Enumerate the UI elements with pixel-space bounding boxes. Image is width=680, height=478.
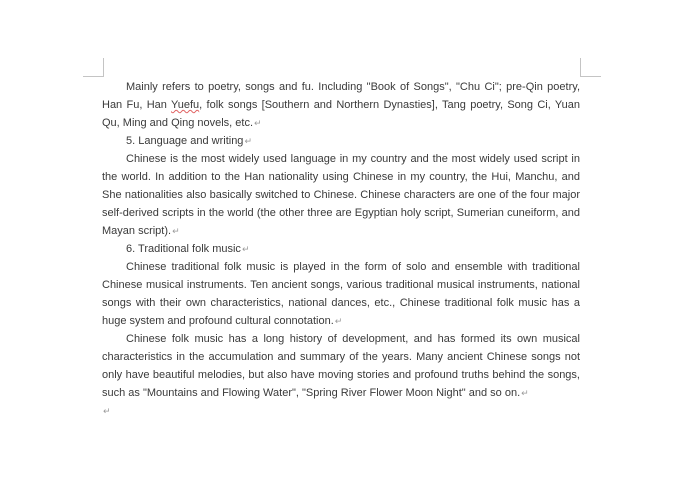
paragraph-text: Chinese traditional folk music is played in the form of solo and ensemble with traditional Chinese musical instruments. Ten ancient songs, various traditional musical instruments, national songs with their own characteristics, national dances, etc., Chinese traditional folk music has a huge system and profound cultural connotation. [102,261,580,327]
empty-paragraph[interactable] [102,402,580,420]
paragraph-mark-icon: ↵ [521,388,529,398]
paragraph-text: Chinese folk music has a long history of development, and has formed its own musical characteristics in the accumulation and summary of the years. Many ancient Chinese songs not only have beautiful melodies, but also have moving stories and profound truths behind the songs, such as "Mountains and Flowing Water", "Spring River Flower Moon Night" and so on. [102,333,580,399]
paragraph-text: Chinese is the most widely used language in my country and the most widely used script in the world. In addition to the Han nationality using Chinese in my country, the Hui, Manchu, and She nationalities also basically switched to Chinese. Chinese characters are one of the four major self-derived scripts in the world (the other three are Egyptian holy script, Sumerian cuneiform, and Mayan script). [102,153,580,237]
heading-text: 6. Traditional folk music [126,243,241,255]
paragraph-chinese-language[interactable] [102,150,580,240]
paragraph-mark-icon: ↵ [172,226,180,236]
paragraph-folk-music-instruments[interactable] [102,258,580,330]
heading-text: 5. Language and writing [126,135,244,147]
text-run: , folk songs [Southern and Northern Dynasties], Tang poetry, Song Ci, Yuan Qu, Ming and Qing novels, etc. [102,99,580,129]
paragraph-folk-music-history[interactable] [102,330,580,402]
paragraph-mark-icon: ↵ [244,136,252,146]
paragraph-mark-icon: ↵ [241,244,250,254]
paragraph-literature[interactable] [102,78,580,132]
spellcheck-flagged-word[interactable]: Yuefu [171,99,200,111]
paragraph-mark-icon: ↵ [254,118,262,128]
margin-corner-top-right [580,58,601,77]
heading-folk-music[interactable] [102,240,580,258]
text-run: Mainly refers to poetry, songs and fu. Including "Book of Songs", "Chu Ci"; pre-Qin poetry, Han Fu, Han [102,81,580,111]
document-body[interactable] [102,78,580,420]
heading-language-writing[interactable] [102,132,580,150]
paragraph-mark-icon: ↵ [334,316,343,326]
margin-corner-top-left [83,58,104,77]
paragraph-mark-icon: ↵ [103,406,111,416]
